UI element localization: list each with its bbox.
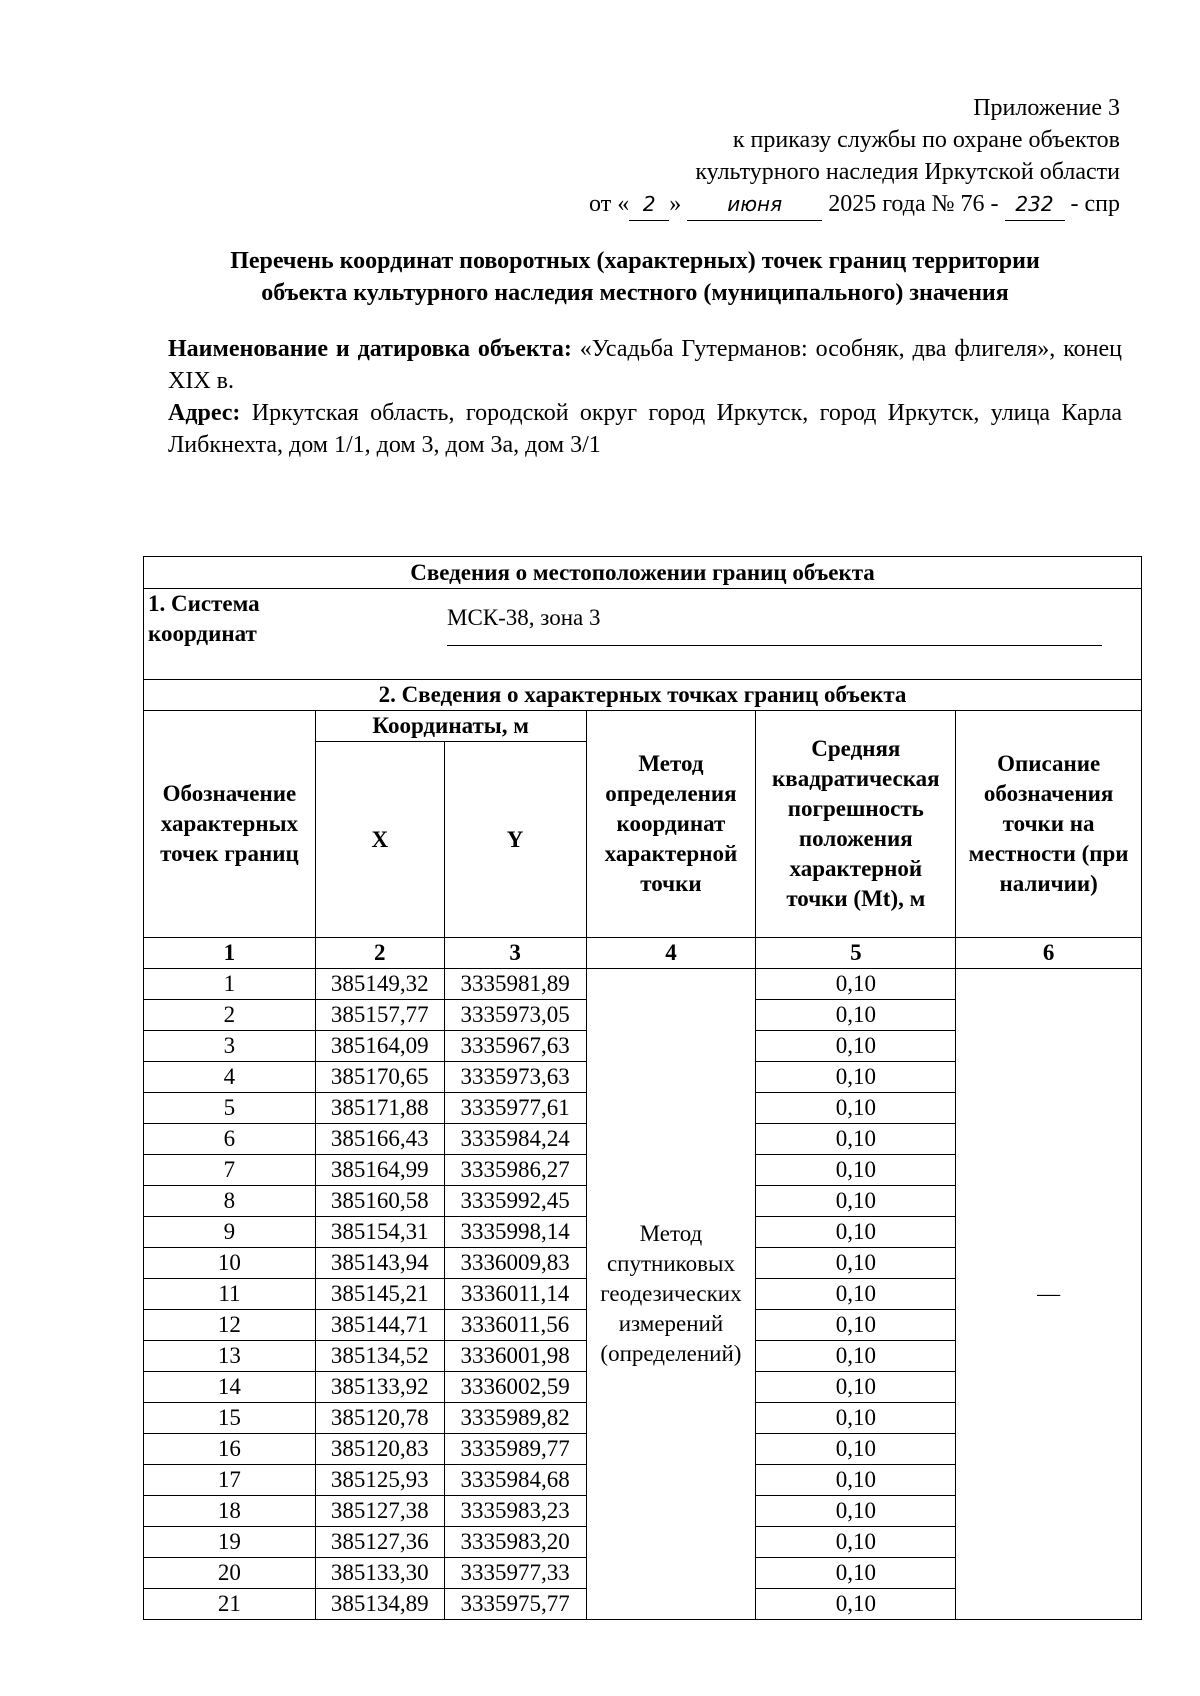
y-coordinate: 3335975,77 — [444, 1589, 586, 1620]
y-coordinate: 3336011,14 — [444, 1279, 586, 1310]
col-designation: Обозначение характерных точек границ — [144, 711, 316, 938]
y-coordinate: 3335973,63 — [444, 1062, 586, 1093]
y-coordinate: 3336002,59 — [444, 1372, 586, 1403]
handwritten-day: 2 — [629, 188, 669, 221]
points-title: 2. Сведения о характерных точках границ объекта — [144, 680, 1142, 711]
point-number: 4 — [144, 1062, 316, 1093]
x-coordinate: 385143,94 — [315, 1248, 444, 1279]
appendix-header — [589, 92, 1120, 221]
section-title: Сведения о местоположении границ объекта — [144, 557, 1142, 589]
point-number: 16 — [144, 1434, 316, 1465]
error-value: 0,10 — [756, 1031, 956, 1062]
y-coordinate: 3335983,20 — [444, 1527, 586, 1558]
error-value: 0,10 — [756, 1558, 956, 1589]
object-name: Наименование и датировка объекта: «Усадьба Гутерманов: особняк, два флигеля», конец XIX в. — [168, 336, 1122, 394]
y-coordinate: 3335977,61 — [444, 1093, 586, 1124]
table-row — [144, 969, 1142, 1000]
x-coordinate: 385171,88 — [315, 1093, 444, 1124]
x-coordinate: 385170,65 — [315, 1062, 444, 1093]
col-method: Метод определения координат характерной точки — [586, 711, 756, 938]
error-value: 0,10 — [756, 1155, 956, 1186]
y-coordinate: 3335989,82 — [444, 1403, 586, 1434]
x-coordinate: 385133,30 — [315, 1558, 444, 1589]
error-value: 0,10 — [756, 1000, 956, 1031]
x-coordinate: 385134,89 — [315, 1589, 444, 1620]
x-coordinate: 385157,77 — [315, 1000, 444, 1031]
y-coordinate: 3336001,98 — [444, 1341, 586, 1372]
col-coords: Координаты, м — [315, 711, 586, 742]
column-numbers-row: 1 2 3 4 5 6 — [144, 938, 1142, 969]
y-coordinate: 3335981,89 — [444, 969, 586, 1000]
x-coordinate: 385166,43 — [315, 1124, 444, 1155]
x-coordinate: 385125,93 — [315, 1465, 444, 1496]
document-title: Перечень координат поворотных (характерных) точек границ территории объекта культурного наследия местного (муниципального) значения — [230, 248, 1040, 306]
point-number: 12 — [144, 1310, 316, 1341]
error-value: 0,10 — [756, 1248, 956, 1279]
error-value: 0,10 — [756, 1403, 956, 1434]
handwritten-number: 232 — [1005, 188, 1065, 221]
x-coordinate: 385160,58 — [315, 1186, 444, 1217]
point-number: 2 — [144, 1000, 316, 1031]
x-coordinate: 385127,36 — [315, 1527, 444, 1558]
order-authority: культурного наследия Иркутской области — [695, 159, 1120, 185]
error-value: 0,10 — [756, 1310, 956, 1341]
x-coordinate: 385149,32 — [315, 969, 444, 1000]
error-value: 0,10 — [756, 1465, 956, 1496]
y-coordinate: 3335998,14 — [444, 1217, 586, 1248]
point-number: 21 — [144, 1589, 316, 1620]
error-value: 0,10 — [756, 1124, 956, 1155]
x-coordinate: 385127,38 — [315, 1496, 444, 1527]
coord-system-row — [144, 589, 1142, 680]
method-cell: Метод спутниковых геодезических измерений (определений) — [586, 969, 756, 1620]
order-date-line: от « 2 » июня 2025 года № 76 - 232 - спр — [589, 188, 1120, 221]
error-value: 0,10 — [756, 1372, 956, 1403]
y-coordinate: 3335992,45 — [444, 1186, 586, 1217]
point-number: 18 — [144, 1496, 316, 1527]
y-coordinate: 3335983,23 — [444, 1496, 586, 1527]
y-coordinate: 3335984,68 — [444, 1465, 586, 1496]
point-number: 5 — [144, 1093, 316, 1124]
error-value: 0,10 — [756, 969, 956, 1000]
error-value: 0,10 — [756, 1434, 956, 1465]
point-number: 20 — [144, 1558, 316, 1589]
coord-system-label: 1. Система координат — [148, 591, 260, 646]
point-number: 17 — [144, 1465, 316, 1496]
object-address: Адрес: Иркутская область, городской округ город Иркутск, город Иркутск, улица Карла Либкнехта, дом 1/1, дом 3, дом 3а, дом 3/1 — [168, 400, 1123, 458]
point-number: 8 — [144, 1186, 316, 1217]
error-value: 0,10 — [756, 1062, 956, 1093]
point-number: 13 — [144, 1341, 316, 1372]
coordinates-table — [143, 556, 1142, 1620]
x-coordinate: 385164,99 — [315, 1155, 444, 1186]
point-number: 19 — [144, 1527, 316, 1558]
error-value: 0,10 — [756, 1093, 956, 1124]
x-coordinate: 385133,92 — [315, 1372, 444, 1403]
col-y: Y — [444, 742, 586, 938]
col-x: X — [315, 742, 444, 938]
y-coordinate: 3335977,33 — [444, 1558, 586, 1589]
error-value: 0,10 — [756, 1589, 956, 1620]
x-coordinate: 385144,71 — [315, 1310, 444, 1341]
handwritten-month: июня — [687, 188, 822, 221]
description-cell: — — [956, 969, 1142, 1620]
appendix-number: Приложение 3 — [973, 95, 1120, 121]
y-coordinate: 3335986,27 — [444, 1155, 586, 1186]
x-coordinate: 385145,21 — [315, 1279, 444, 1310]
col-error: Средняя квадратическая погрешность положения характерной точки (Mt), м — [756, 711, 956, 938]
x-coordinate: 385120,78 — [315, 1403, 444, 1434]
error-value: 0,10 — [756, 1341, 956, 1372]
y-coordinate: 3335989,77 — [444, 1434, 586, 1465]
error-value: 0,10 — [756, 1217, 956, 1248]
x-coordinate: 385164,09 — [315, 1031, 444, 1062]
point-number: 1 — [144, 969, 316, 1000]
error-value: 0,10 — [756, 1496, 956, 1527]
x-coordinate: 385154,31 — [315, 1217, 444, 1248]
y-coordinate: 3336009,83 — [444, 1248, 586, 1279]
point-number: 14 — [144, 1372, 316, 1403]
point-number: 11 — [144, 1279, 316, 1310]
point-number: 6 — [144, 1124, 316, 1155]
y-coordinate: 3335967,63 — [444, 1031, 586, 1062]
point-number: 7 — [144, 1155, 316, 1186]
coord-system-value: МСК-38, зона 3 — [447, 603, 1102, 646]
y-coordinate: 3335984,24 — [444, 1124, 586, 1155]
error-value: 0,10 — [756, 1279, 956, 1310]
error-value: 0,10 — [756, 1186, 956, 1217]
y-coordinate: 3335973,05 — [444, 1000, 586, 1031]
point-number: 3 — [144, 1031, 316, 1062]
x-coordinate: 385134,52 — [315, 1341, 444, 1372]
error-value: 0,10 — [756, 1527, 956, 1558]
y-coordinate: 3336011,56 — [444, 1310, 586, 1341]
x-coordinate: 385120,83 — [315, 1434, 444, 1465]
col-description: Описание обозначения точки на местности (при наличии) — [956, 711, 1142, 938]
point-number: 9 — [144, 1217, 316, 1248]
order-ref: к приказу службы по охране объектов — [732, 127, 1120, 153]
point-number: 10 — [144, 1248, 316, 1279]
point-number: 15 — [144, 1403, 316, 1434]
